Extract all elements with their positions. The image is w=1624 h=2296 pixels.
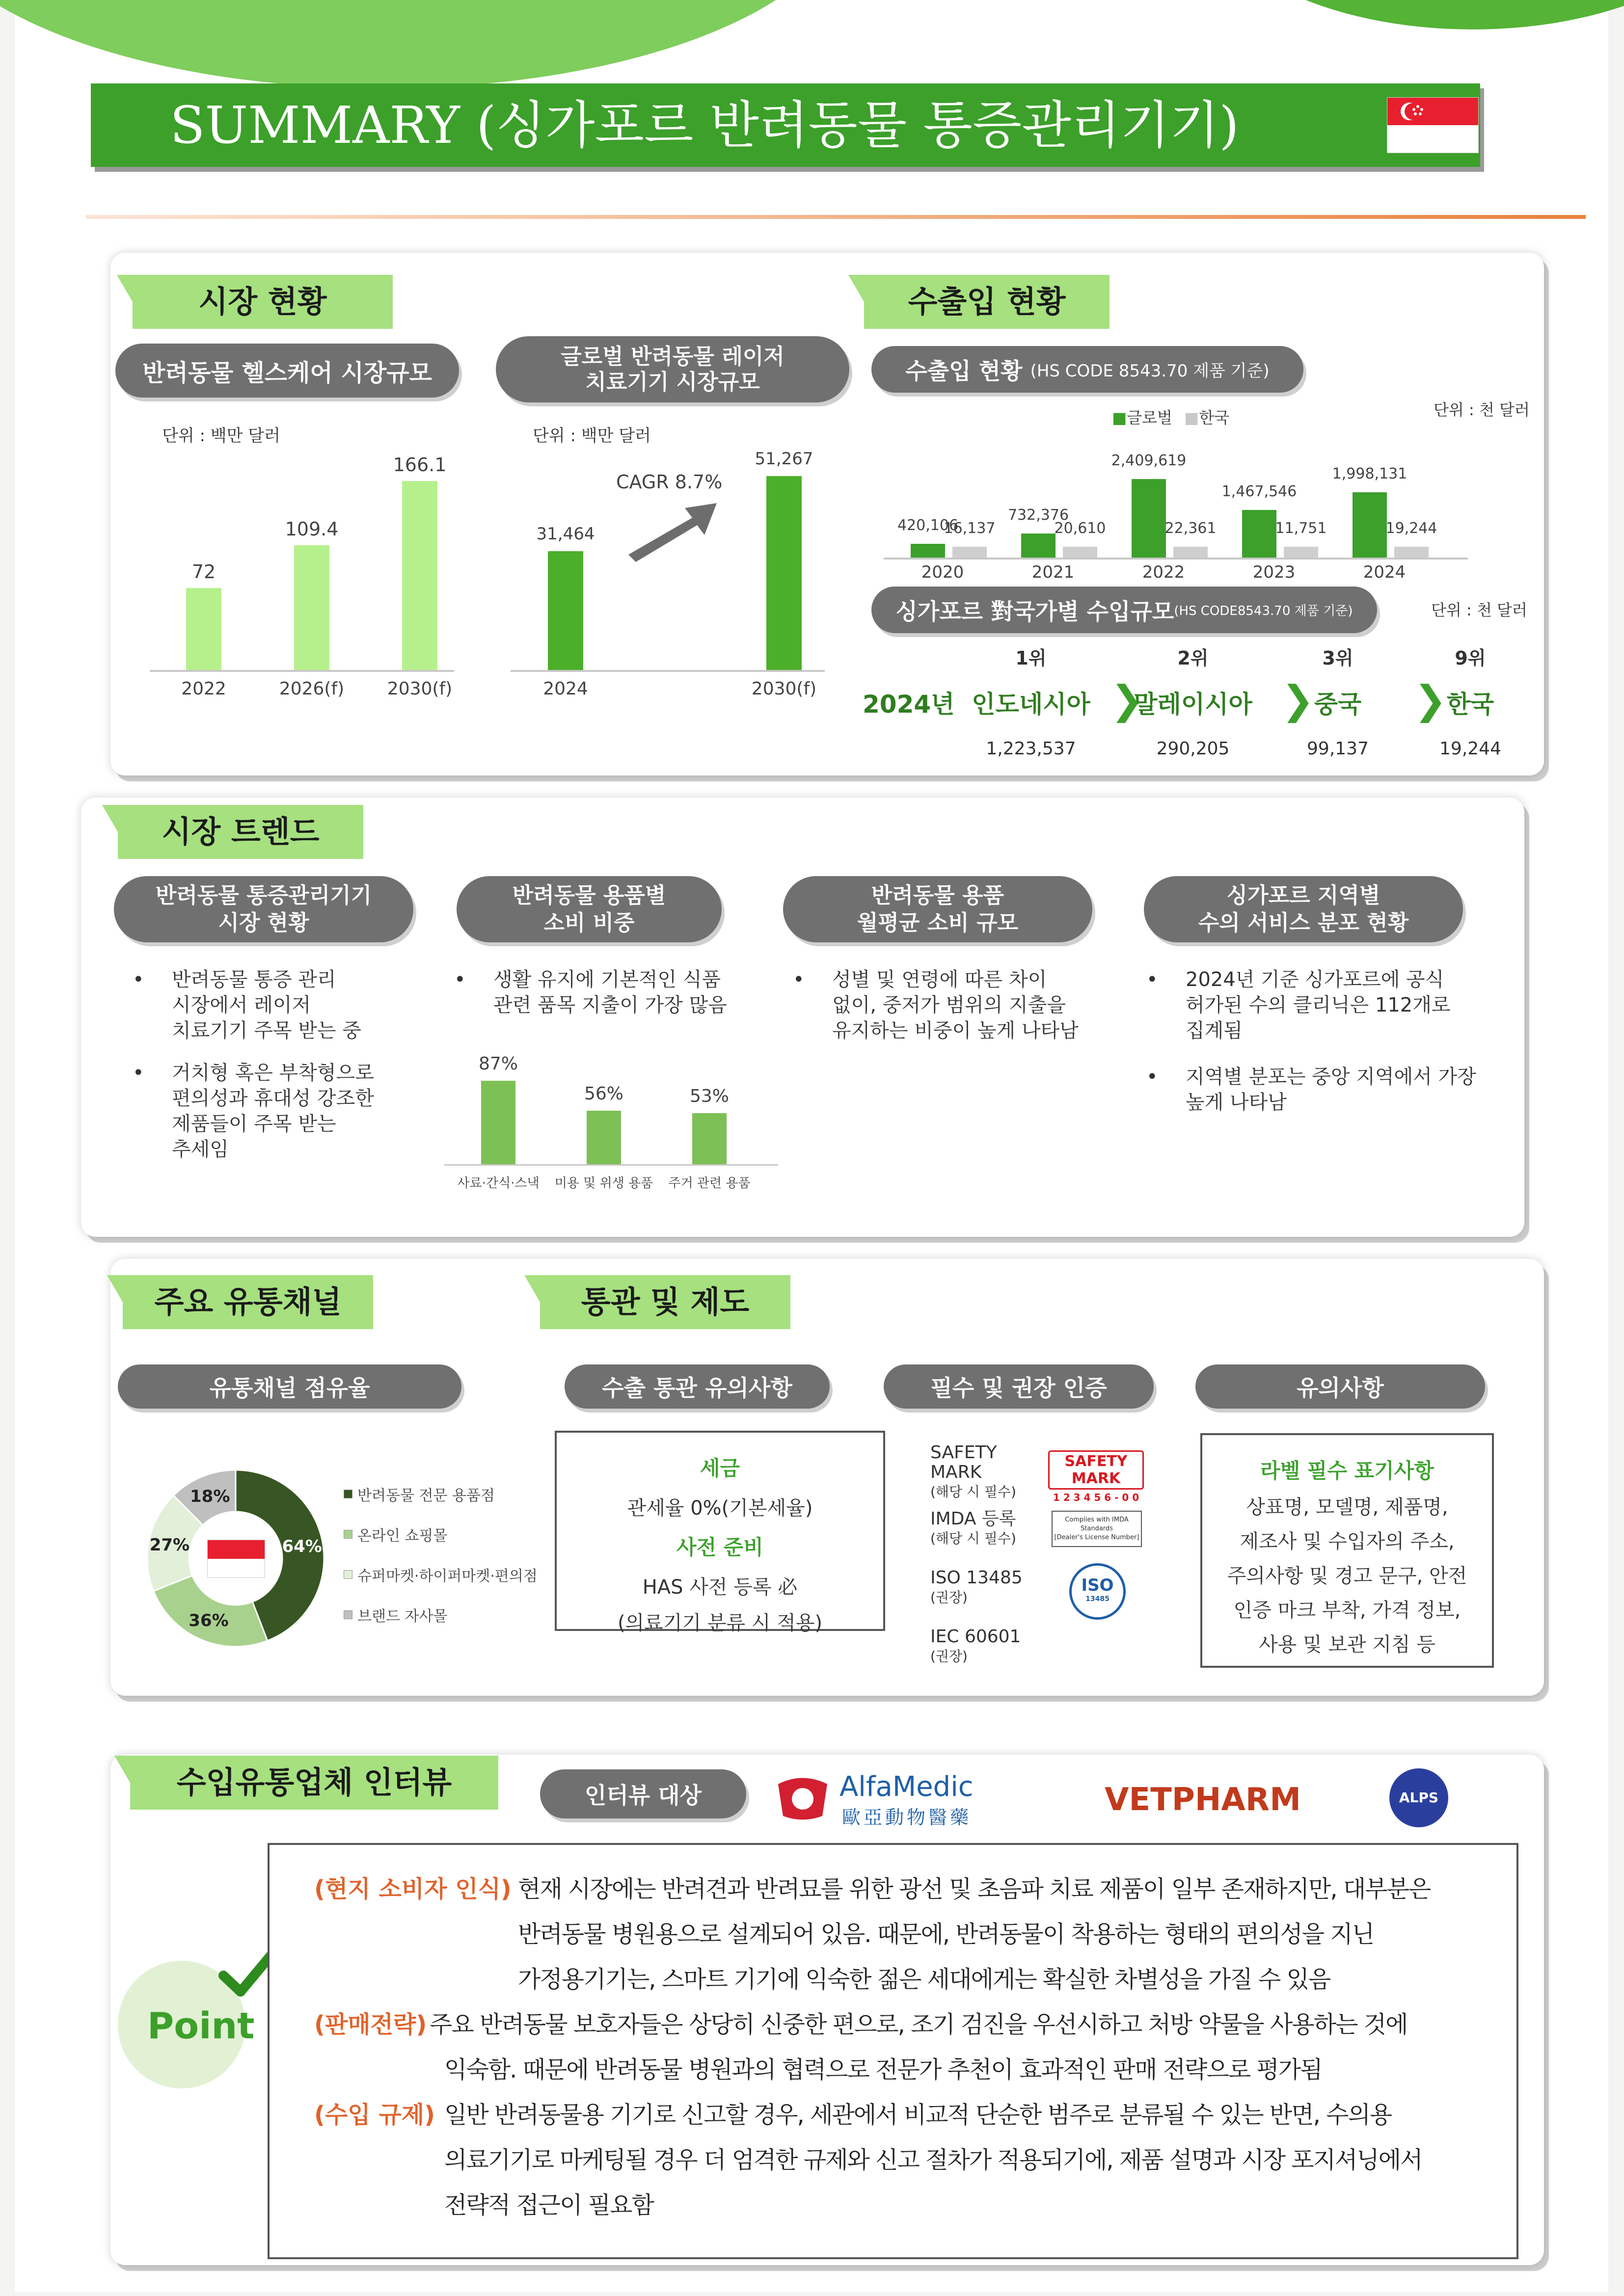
rank-value-0: 1,223,537 [986,739,1076,759]
label-line-2: 주의사항 및 경고 문구, 안전 [1227,1565,1467,1587]
rank-country-1: 말레이시아 [1134,690,1252,719]
safety-mark-logo: SAFETY MARK 1 2 3 4 5 6 - 0 0 [1048,1450,1144,1497]
imda-logo: Complies with IMDA Standards [Dealer's License Number] [1052,1511,1142,1547]
bar-value-sp-1: 56% [584,1083,623,1104]
cert-imda: IMDA 등록 (해당 시 필수) [930,1509,1016,1547]
iso-logo-icon: ISO 13485 [1069,1563,1126,1620]
trend-col2-pill [457,876,722,942]
trend-col1-title-2: 시장 현황 [218,910,309,935]
donut-label-1: 36% [189,1611,229,1631]
bar-value-sp-0: 87% [478,1054,518,1074]
rank-value-3: 19,244 [1439,739,1501,759]
trade-unit: 단위 : 천 달러 [1434,400,1530,419]
trend-col1-bullet2: • 거치형 혹은 부착형으로 편의성과 휴대성 강조한 제품들이 주목 받는 추세임 [172,1060,374,1162]
trade-label-korea-0: 16,137 [944,520,996,537]
bar-value-sp-2: 53% [689,1086,729,1107]
rank-value-2: 99,137 [1307,739,1369,759]
legend-swatch-0 [344,1490,352,1498]
rank-arrow-icon-1: ❯ [1281,677,1315,723]
rank-country-0: 인도네시아 [972,690,1090,719]
trade-label-global-1: 732,376 [1007,507,1069,524]
trend-col3-title-1: 반려동물 용품 [871,882,1004,908]
legend-swatch-1 [344,1530,352,1539]
tax-heading: 세금 [700,1456,740,1480]
bar-value-hc-1: 109.4 [285,518,339,540]
prep-text: HAS 사전 등록 必 [642,1576,798,1599]
bar-category-sp-0: 사료·간식·스낵 [457,1176,540,1191]
section-customs: 통관 및 제도 [540,1275,790,1329]
donut-label-3: 18% [190,1486,230,1506]
interview-line-0-1: 반려동물 병원용으로 설계되어 있음. 때문에, 반려동물이 착용하는 형태의 편의성을 지닌 [518,1921,1374,1948]
bar-sp-0 [481,1081,515,1164]
label-line-4: 사용 및 보관 지침 등 [1259,1633,1435,1656]
bar-category-ls-1: 2030(f) [751,679,817,699]
trend-col2-bullet1: • 생활 유지에 기본적인 식품 관련 품목 지출이 가장 많음 [493,967,727,1018]
trade-note: (HS CODE 8543.70 제품 기준) [1030,361,1270,381]
trend-col4-bullet1: • 2024년 기준 싱가포르에 공식 허가된 수의 클리닉은 112개로 집계됨 [1186,967,1451,1043]
interview-line-1-0: 주요 반려동물 보호자들은 상당히 신중한 편으로, 조기 검진을 우선시하고 처방 약물을 사용하는 것에 [430,2011,1407,2038]
cagr-label: CAGR 8.7% [616,471,723,493]
trend-col3-bullet1: • 성별 및 연령에 따른 차이 없이, 중저가 범위의 지출을 유지하는 비중이 높게 나타남 [832,967,1079,1043]
interview-line-2-0: 일반 반려동물용 기기로 신고할 경우, 세관에서 비교적 단순한 범주로 분류될 수 있는 반면, 수의용 [444,2101,1392,2129]
donut-label-0: 64% [282,1536,322,1556]
trade-bar-global-2 [1132,479,1166,558]
label-line-3: 인증 마크 부착, 가격 정보, [1233,1599,1461,1622]
trade-pill [871,346,1303,393]
legend-swatch-3 [344,1610,352,1619]
decor-green-shape-right [1203,0,1624,29]
trade-bar-korea-2 [1173,547,1208,558]
label-heading: 라벨 필수 표기사항 [1260,1459,1434,1483]
divider [86,215,1586,219]
page-title: SUMMARY (싱가포르 반려동물 통증관리기기) [170,95,1239,155]
trend-col1-pill [114,876,413,942]
trade-bar-korea-4 [1394,547,1429,558]
trend-col4-title-1: 싱가포르 지역별 [1226,882,1380,908]
bar-hc-1 [294,545,329,670]
label-box [1200,1433,1494,1668]
trade-axis [884,558,1468,560]
trade-label-global-0: 420,106 [897,517,959,534]
title-banner [91,83,1480,167]
healthcare-unit: 단위 : 백만 달러 [162,426,280,446]
decor-green-shape [0,0,849,88]
laser-pill [496,336,849,402]
interview-tag-2: (수입 규제) [314,2101,435,2129]
healthcare-pill: 반려동물 헬스케어 시장규모 [115,344,459,398]
customs-box [555,1431,885,1634]
prep-heading: 사전 준비 [677,1535,763,1559]
trade-bar-global-0 [911,544,945,558]
import-note: (HS CODE8543.70 제품 기준) [1174,604,1353,618]
trend-col4-bullet2: • 지역별 분포는 중앙 지역에서 가장 높게 나타남 [1186,1064,1476,1115]
interview-line-1-1: 익숙함. 때문에 반려동물 병원과의 협력으로 전문가 추천이 효과적인 판매 전략으로 평가됨 [444,2056,1322,2083]
interview-line-2-1: 의료기기로 마케팅될 경우 더 엄격한 규제와 신고 절차가 적용되기에, 제품 설명과 시장 포지셔닝에서 [444,2146,1422,2174]
vetpharm-logo: VETPHARM [1105,1782,1301,1818]
trade-label-korea-1: 20,610 [1054,520,1106,537]
legend-global: 글로벌 [1127,408,1172,427]
trade-bar-global-1 [1021,534,1056,558]
label-lines [1202,1490,1492,1662]
cert-safety: SAFETY MARK (해당 시 필수) [930,1442,1016,1500]
bar-sp-2 [692,1113,727,1164]
prep-note: (의료기기 분류 시 적용) [617,1612,823,1634]
bar-hc-2 [402,481,437,670]
trade-label-korea-4: 19,244 [1385,520,1437,537]
cert-pill: 필수 및 권장 인증 [884,1364,1154,1409]
legend-label-2: 슈퍼마켓·하이퍼마켓·편의점 [357,1568,538,1585]
trend-col1-bullet1: • 반려동물 통증 관리 시장에서 레이저 치료기기 주목 받는 중 [172,967,361,1043]
trend-col2-title-1: 반려동물 용품별 [512,882,666,908]
import-year: 2024년 [863,690,955,719]
donut-flag-icon [207,1540,265,1578]
spend-axis [444,1164,778,1166]
cert-iso: ISO 13485 (권장) [930,1568,1023,1605]
bar-value-ls-1: 51,267 [755,449,813,469]
trend-col3-title-2: 월평균 소비 규모 [857,910,1019,935]
cagr-arrow-icon [623,496,722,564]
channel-pill: 유통채널 점유율 [118,1364,461,1409]
bar-ls-1 [766,476,802,670]
bar-category-hc-1: 2026(f) [279,679,345,699]
trade-label-global-4: 1,998,131 [1332,465,1407,483]
bar-sp-1 [587,1111,621,1164]
healthcare-axis [150,670,454,672]
rank-value-1: 290,205 [1156,739,1230,759]
import-unit: 단위 : 천 달러 [1431,601,1527,619]
trade-label-global-2: 2,409,619 [1111,452,1187,469]
interview-tag-0: (현지 소비자 인식) [314,1875,512,1903]
trend-col2-title-2: 소비 비중 [543,910,635,935]
customs-pill: 수출 통관 유의사항 [565,1364,830,1409]
trade-bar-korea-3 [1284,547,1318,558]
interview-line-0-2: 가정용기기는, 스마트 기기에 익숙한 젊은 세대에게는 확실한 차별성을 가질 수 있음 [518,1966,1330,1993]
trade-title: 수출입 현황 [905,357,1023,384]
label-line-0: 상표명, 모델명, 제품명, [1246,1496,1448,1519]
trade-bar-korea-1 [1063,547,1097,558]
rank-country-2: 중국 [1314,690,1362,719]
laser-axis [511,670,825,672]
alfamedic-logo: AlfaMedic 歐亞動物醫藥 [773,1767,1009,1826]
legend-swatch-2 [344,1570,352,1579]
bar-hc-0 [186,588,221,670]
bar-category-sp-1: 미용 및 위생 용품 [554,1176,653,1191]
rank-country-3: 한국 [1446,690,1494,719]
rank-number-3: 9위 [1455,647,1486,669]
laser-title-2: 치료기기 시장규모 [585,369,760,395]
bar-value-hc-2: 166.1 [393,454,447,476]
donut-label-2: 27% [149,1535,190,1555]
trend-col4-title-2: 수의 서비스 분포 현황 [1198,910,1409,935]
legend-label-3: 브랜드 자사몰 [357,1608,448,1625]
trend-col3-pill [783,876,1092,942]
section-interview: 수입유통업체 인터뷰 [130,1756,498,1810]
bar-category-hc-0: 2022 [181,679,226,699]
bar-category-hc-2: 2030(f) [387,679,453,699]
singapore-flag-icon [1387,97,1479,153]
trade-category-1: 2021 [1031,562,1075,582]
bar-category-sp-2: 주거 관련 용품 [668,1176,751,1191]
point-label: Point [147,2005,255,2047]
trade-label-korea-3: 11,751 [1275,520,1327,537]
trend-col4-pill [1144,876,1463,942]
import-pill [871,587,1377,633]
bar-category-ls-0: 2024 [543,679,588,699]
trend-col1-title-1: 반려동물 통증관리기기 [155,882,372,908]
interview-pill: 인터뷰 대상 [540,1769,746,1818]
legend-korea: 한국 [1199,408,1230,427]
section-trend: 시장 트렌드 [118,805,363,859]
trade-category-2: 2022 [1142,562,1185,582]
cert-iec: IEC 60601 (권장) [930,1627,1021,1664]
label-line-1: 제조사 및 수입자의 주소, [1240,1530,1455,1553]
trade-label-global-3: 1,467,546 [1221,482,1297,500]
interview-line-2-2: 전략적 접근이 필요함 [444,2191,653,2219]
laser-title-1: 글로벌 반려동물 레이저 [561,344,785,369]
trade-bar-korea-0 [952,547,987,558]
bar-ls-0 [548,551,583,670]
trade-category-0: 2020 [921,562,964,582]
rank-arrow-icon-2: ❯ [1414,677,1447,723]
alfamedic-mark-icon [773,1769,832,1823]
bar-value-hc-0: 72 [191,561,216,583]
section-trade: 수출입 현황 [864,275,1110,329]
interview-line-0-0: 현재 시장에는 반려견과 반려묘를 위한 광선 및 초음파 치료 제품이 일부 존재하지만, 대부분은 [518,1875,1431,1903]
trade-category-3: 2023 [1252,562,1296,582]
laser-unit: 단위 : 백만 달러 [533,426,651,446]
trade-label-korea-2: 22,361 [1164,520,1217,537]
section-market: 시장 현황 [133,275,393,329]
rank-arrow-icon-0: ❯ [1110,677,1144,723]
import-title: 싱가포르 對국가별 수입규모 [895,598,1174,625]
interview-tag-1: (판매전략) [314,2011,427,2038]
legend-label-1: 온라인 쇼핑몰 [357,1527,448,1545]
trade-legend: ■글로벌 ■한국 [1112,408,1230,427]
notice-pill: 유의사항 [1195,1364,1485,1409]
alps-logo-icon: ALPS [1389,1768,1448,1827]
bar-value-ls-0: 31,464 [536,524,595,544]
trade-category-4: 2024 [1363,562,1406,582]
legend-label-0: 반려동물 전문 용품점 [357,1487,495,1504]
tax-text: 관세율 0%(기본세율) [627,1497,813,1520]
rank-number-1: 2위 [1177,647,1209,669]
rank-number-2: 3위 [1322,647,1353,669]
section-channel: 주요 유통채널 [123,1275,373,1329]
rank-number-0: 1위 [1015,647,1047,669]
